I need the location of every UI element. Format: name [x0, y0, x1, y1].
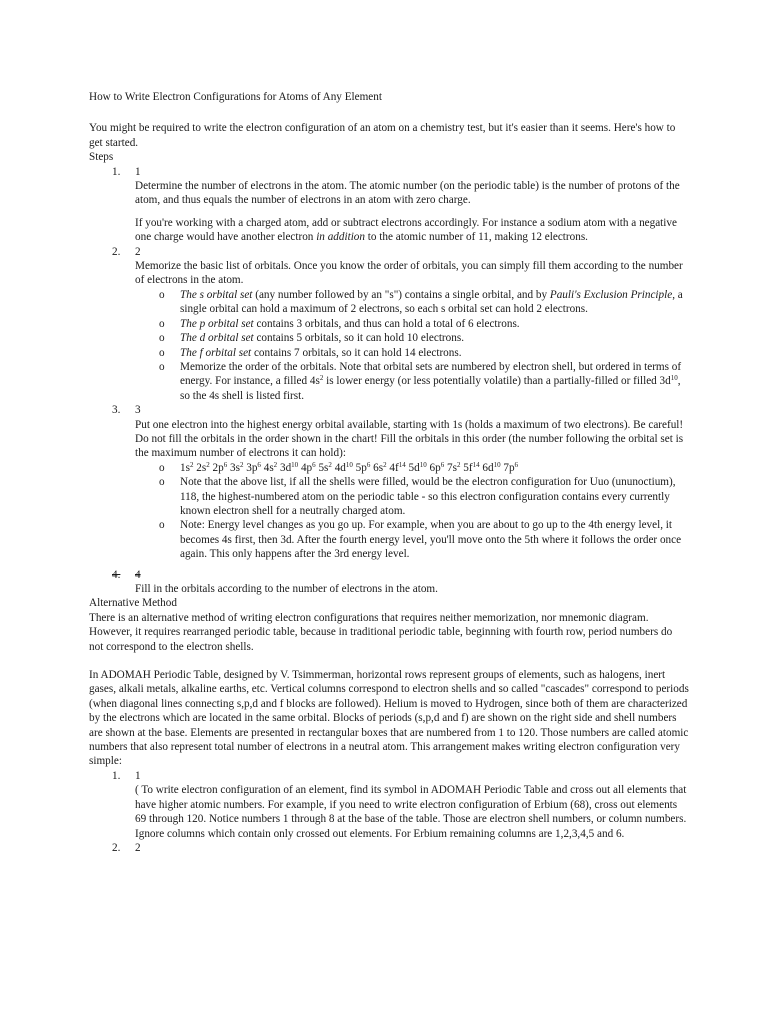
orbital-capacity: 6: [440, 460, 445, 469]
step-4: [89, 568, 689, 597]
bullet-marker: o: [159, 519, 165, 532]
list-item: o Note that the above list, if all the shells were filled, would be the electron configuration for Uuo (ununoctium), 118, the highest-numbered atom on the periodic table - so this electron configuration contains every currently known electron shell for a neutrally charged atom.: [159, 476, 676, 517]
step-2-marker: 2.: [112, 245, 121, 258]
list-item: o The s orbital set (any number followed by an "s") contains a single orbital, and by Pauli's Exclusion Principle, a single orbital can hold a maximum of 2 electrons, so each s orbital set can hold 2 electrons.: [159, 288, 683, 316]
orbital-term: 3d: [279, 461, 292, 474]
orbital-capacity: 6: [366, 460, 371, 469]
step-1: [89, 165, 689, 208]
orbital-term: 4d: [334, 461, 346, 474]
step-2-number: 2: [135, 245, 141, 258]
alt-step-1: [89, 769, 689, 841]
orbital-capacity: 2: [189, 460, 194, 469]
orbital-capacity: 2: [328, 460, 332, 469]
orbital-term: 2p: [212, 461, 224, 474]
orbital-term: 1s: [180, 461, 190, 474]
orbital-capacity: 10: [345, 460, 353, 469]
orbital-term: 5s: [318, 461, 329, 474]
step-2-text: Memorize the basic list of orbitals. Once you know the order of orbitals, you can simply fill them according to the number of electrons in the atom.: [135, 260, 683, 287]
list-item: o Note: Energy level changes as you go up. For example, when you are about to go up to the 4th energy level, it becomes 4s first, then 3d. After the fourth energy level, you'll move onto the 5th where it follows the order once again. This only happens after the 3rd energy level.: [159, 519, 682, 561]
step-4-marker: 4.: [112, 568, 121, 581]
orbital-term: 6d: [482, 461, 494, 474]
orbital-capacity: 10: [291, 460, 299, 469]
orbital-term: 5d: [408, 461, 420, 474]
alt-step-2-number: 2: [135, 841, 141, 854]
bullet-marker: o: [159, 346, 165, 359]
alternative-method-paragraph-2: In ADOMAH Periodic Table, designed by V. Tsimmerman, horizontal rows represent groups of elements, such as halogens, inert gases, alkali metals, alkaline earths, etc. Vertical columns correspond to electron shells and so called "cascades" correspond to periods (when diagonal lines connecting s,p,d and f blocks are followed). Helium is moved to Hydrogen, since both of them are characterized by the electrons which are located in the same orbital. Blocks of periods (s,p,d and f) are shown on the right side and shell numbers are shown at the base. Elements are presented in rectangular boxes that are numbered from 1 to 120. Those numbers are called atomic numbers that also represent total number of electrons in a neutral atom. This arrangement makes writing electron configuration very simple:: [89, 669, 689, 768]
orbital-term: 6s: [373, 461, 384, 474]
orbital-capacity: 2: [273, 460, 278, 469]
step-2-bullets: [135, 288, 689, 403]
step-3-marker: 3.: [112, 404, 121, 417]
step-3-text: Put one electron into the highest energy orbital available, starting with 1s (holds a maximum of two electrons). Be careful! Do not fill the orbitals in the order shown in the chart! Fill the orbitals in this order (the number following the orbital set is the maximum number of electrons it can hold):: [135, 418, 684, 460]
alternative-method-heading: Alternative Method: [89, 597, 177, 610]
orbital-capacity: 2: [206, 460, 210, 469]
alternative-method-paragraph-1: There is an alternative method of writing electron configurations that requires neither memorization, nor mnemonic diagram. However, it requires rearranged periodic table, because in traditional periodic table, beginning with fourth row, period numbers do not correspond to the electron shells.: [89, 611, 673, 653]
orbital-capacity: 6: [514, 460, 519, 469]
orbital-term: 5f: [463, 461, 473, 474]
orbital-term: 4f: [389, 461, 399, 474]
alt-step-1-number: 1: [135, 769, 141, 782]
orbital-term: 6p: [429, 461, 441, 474]
document-page: [89, 90, 689, 855]
step-4-text: Fill in the orbitals according to the number of electrons in the atom.: [135, 583, 438, 595]
bullet-marker: o: [159, 288, 165, 301]
list-item: o The f orbital set contains 7 orbitals, so it can hold 14 electrons.: [159, 346, 462, 359]
step-1-number: 1: [135, 165, 141, 178]
bullet-marker: o: [159, 317, 165, 330]
list-item: o The d orbital set contains 5 orbitals, so it can hold 10 electrons.: [159, 332, 465, 345]
orbital-order-configuration: [180, 462, 518, 474]
bullet-marker: o: [159, 360, 165, 373]
step-4-number: 4: [135, 568, 141, 581]
orbital-term: 7s: [447, 461, 457, 474]
step-1-note: If you're working with a charged atom, add or subtract electrons accordingly. For instance a sodium atom with a negative one charge would have another electron in addition to the atomic number of 11, making 12 electrons.: [135, 216, 677, 244]
step-3-bullets: [135, 461, 689, 562]
step-2: [89, 245, 689, 403]
orbital-term: 4p: [300, 461, 313, 474]
orbital-term: 7p: [503, 461, 515, 474]
bullet-marker: o: [159, 332, 165, 345]
orbital-capacity: 6: [257, 460, 261, 469]
step-3-number: 3: [135, 404, 141, 417]
orbital-capacity: 14: [398, 460, 406, 469]
orbital-capacity: 10: [419, 460, 427, 469]
list-item: o Memorize the order of the orbitals. Note that orbital sets are numbered by electron shell, but ordered in terms of energy. For instance, a filled $4s^2$ is lower energy (or less potentially volatile) than a partially-filled or filled $3d^{10}$, so the 4s shell is listed first.: [159, 360, 682, 402]
orbital-term: 3p: [246, 461, 258, 474]
bullet-marker: o: [159, 476, 165, 489]
list-item: o The p orbital set contains 3 orbitals, and thus can hold a total of 6 electrons.: [159, 317, 520, 330]
list-item: [135, 461, 689, 475]
orbital-term: 3s: [229, 461, 240, 474]
orbital-term: 5p: [355, 461, 367, 474]
steps-heading: Steps: [89, 151, 114, 164]
step-1-marker: 1.: [112, 165, 121, 178]
bullet-marker: o: [159, 461, 165, 474]
orbital-capacity: 2: [456, 460, 461, 469]
alt-step-1-text: ( To write electron configuration of an element, find its symbol in ADOMAH Periodic Table and cross out all elements that have higher atomic numbers. For example, if you need to write electron configuration of Erbium (68), cross out elements 69 through 120. Notice numbers 1 through 8 at the base of the table. Those are electron shell numbers, or column numbers. Ignore columns which contain only crossed out elements. For Erbium remaining columns are 1,2,3,4,5 and 6.: [135, 784, 687, 840]
step-1-text: Determine the number of electrons in the atom. The atomic number (on the periodic table) is the number of protons of the atom, and thus equals the number of electrons in an atom with zero charge.: [135, 180, 680, 207]
alt-step-2: [89, 841, 689, 855]
intro-paragraph: You might be required to write the electron configuration of an atom on a chemistry test, but it's easier than it seems. Here's how to get started.: [89, 122, 676, 149]
orbital-term: 2s: [196, 461, 207, 474]
orbital-capacity: 10: [493, 460, 501, 469]
orbital-capacity: 6: [312, 460, 316, 469]
orbital-capacity: 14: [472, 460, 480, 469]
orbital-term: 4s: [263, 461, 274, 474]
alt-step-1-marker: 1.: [112, 769, 121, 782]
step-3: [89, 403, 689, 561]
orbital-capacity: 6: [223, 460, 228, 469]
orbital-capacity: 2: [239, 460, 244, 469]
orbital-capacity: 2: [383, 460, 387, 469]
page-title: How to Write Electron Configurations for Atoms of Any Element: [89, 91, 382, 103]
alt-step-2-marker: 2.: [112, 841, 121, 854]
